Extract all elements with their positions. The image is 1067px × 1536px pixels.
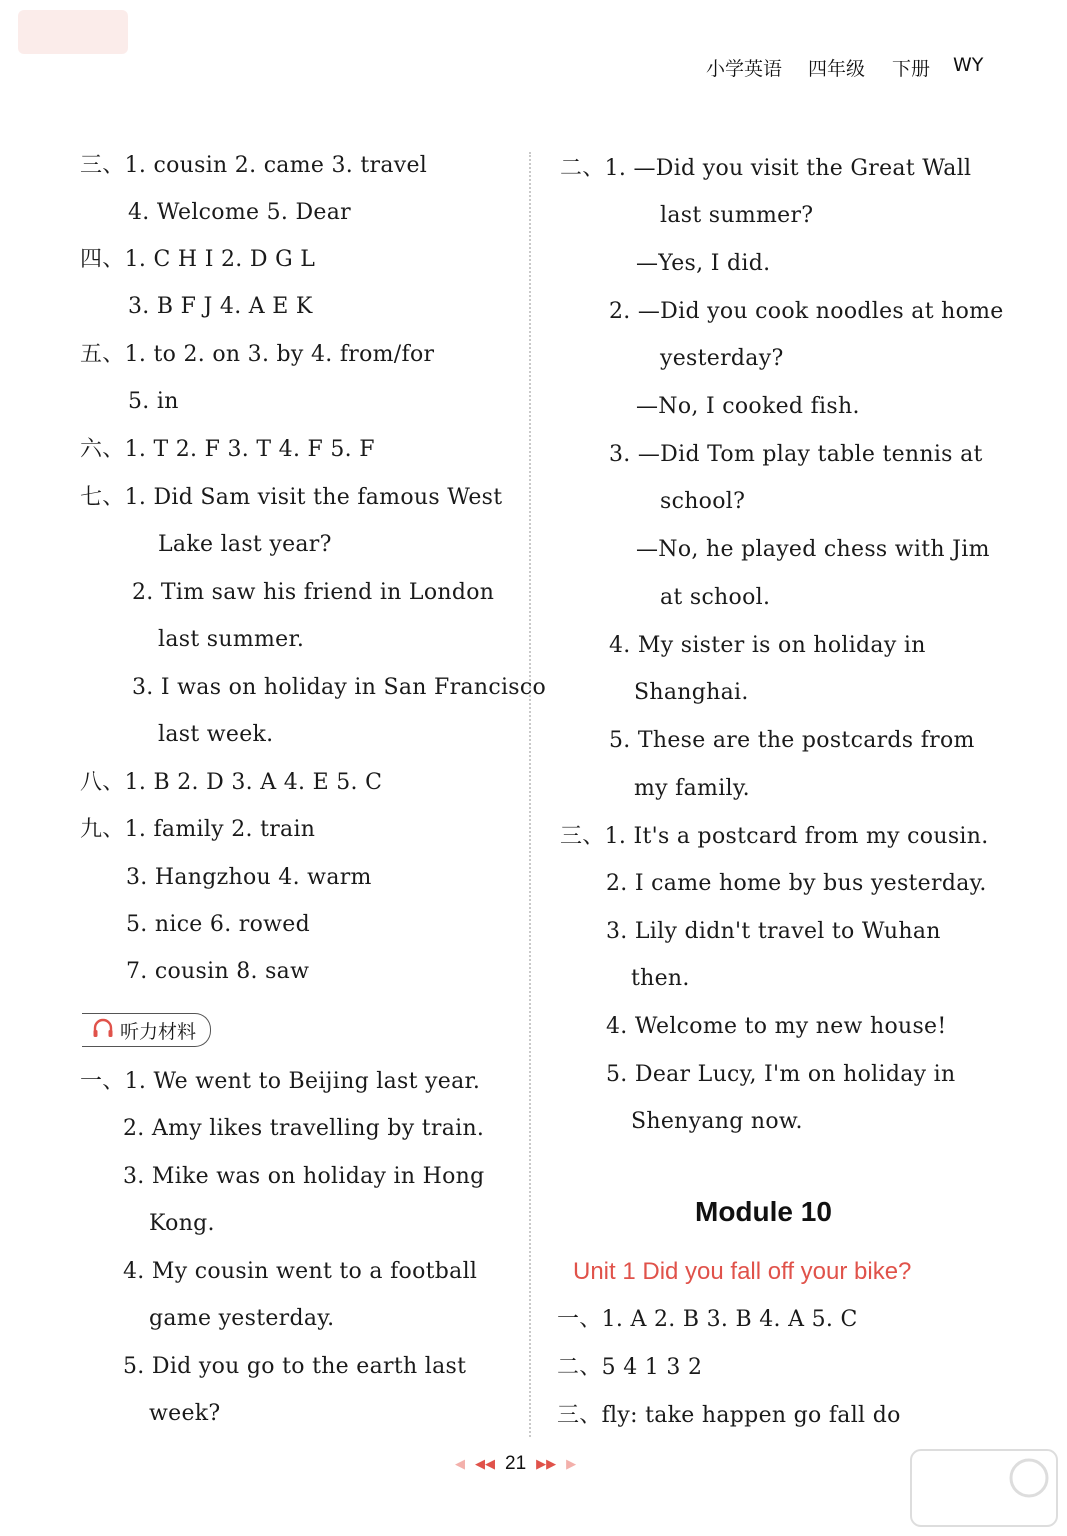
answer-line: 七、1. Did Sam visit the famous West: [80, 485, 503, 510]
answer-line: 5. nice 6. rowed: [126, 912, 311, 937]
script-line: Kong.: [149, 1211, 215, 1236]
next-arrow-icon: ▶: [566, 1456, 577, 1472]
publisher-logo: [8, 2, 148, 72]
script-line: 4. My cousin went to a football: [123, 1259, 478, 1284]
answer-line: 六、1. T 2. F 3. T 4. F 5. F: [80, 437, 375, 462]
page-footer: [455, 1453, 576, 1475]
answer-line: 5. in: [128, 389, 179, 414]
script-line: 4. Welcome to my new house!: [606, 1014, 947, 1039]
script-line: Shenyang now.: [631, 1109, 803, 1134]
answer-line: 7. cousin 8. saw: [126, 959, 310, 984]
answer-line: 3. I was on holiday in San Francisco: [132, 675, 547, 700]
script-line: 2. —Did you cook noodles at home: [609, 299, 1004, 324]
script-line: 二、1. —Did you visit the Great Wall: [560, 156, 972, 181]
script-line: 一、1. We went to Beijing last year.: [80, 1069, 481, 1094]
answer-line: 3. Hangzhou 4. warm: [126, 865, 372, 890]
answer-line: 三、1. cousin 2. came 3. travel: [80, 153, 428, 178]
answer-line: 九、1. family 2. train: [80, 817, 316, 842]
script-line: 2. I came home by bus yesterday.: [606, 871, 987, 896]
script-line: 3. —Did Tom play table tennis at: [609, 442, 983, 467]
answer-line: 三、fly: take happen go fall do: [557, 1403, 901, 1428]
answer-line: 四、1. C H I 2. D G L: [80, 247, 316, 272]
answer-line: 八、1. B 2. D 3. A 4. E 5. C: [80, 770, 383, 795]
answer-line: 4. Welcome 5. Dear: [128, 200, 351, 225]
unit-title: Unit 1 Did you fall off your bike?: [573, 1258, 912, 1285]
next-arrow-icon: ▶▶: [536, 1456, 557, 1472]
script-line: 3. Lily didn't travel to Wuhan: [606, 919, 941, 944]
header-edition: WY: [953, 54, 984, 76]
script-line: yesterday?: [660, 346, 784, 371]
module-title: Module 10: [695, 1196, 832, 1227]
script-line: —No, he played chess with Jim: [636, 537, 990, 562]
script-line: Shanghai.: [634, 680, 749, 705]
answer-line: 二、5 4 1 3 2: [557, 1355, 703, 1380]
headphones-icon: [92, 1018, 114, 1042]
script-line: my family.: [634, 776, 750, 801]
script-line: at school.: [660, 585, 771, 610]
prev-arrow-icon: ◀: [455, 1456, 465, 1472]
listening-materials-label: 听力材料: [120, 1020, 197, 1043]
answer-line: 五、1. to 2. on 3. by 4. from/for: [80, 342, 435, 367]
script-line: week?: [149, 1401, 221, 1426]
header-grade: 四年级: [808, 58, 866, 80]
script-line: 5. These are the postcards from: [609, 728, 975, 753]
header-volume: 下册: [892, 58, 931, 80]
column-divider: [529, 152, 531, 1437]
script-line: last summer?: [660, 203, 814, 228]
script-line: game yesterday.: [149, 1306, 335, 1331]
answer-line: 一、1. A 2. B 3. B 4. A 5. C: [557, 1307, 858, 1332]
header-subject: 小学英语: [706, 58, 783, 80]
answer-line: last summer.: [158, 627, 305, 652]
script-line: —Yes, I did.: [636, 251, 771, 276]
page-number: 21: [505, 1453, 527, 1474]
script-line: 2. Amy likes travelling by train.: [123, 1116, 485, 1141]
script-line: 5. Did you go to the earth last: [123, 1354, 467, 1379]
script-line: school?: [660, 489, 746, 514]
answer-line: 3. B F J 4. A E K: [128, 294, 313, 319]
watermark-logo: [909, 1448, 1059, 1532]
script-line: —No, I cooked fish.: [636, 394, 860, 419]
answer-line: 2. Tim saw his friend in London: [132, 580, 495, 605]
answer-line: Lake last year?: [158, 532, 332, 557]
script-line: 三、1. It's a postcard from my cousin.: [560, 824, 989, 849]
prev-arrow-icon: ◀◀: [475, 1456, 495, 1472]
listening-materials-tag: [82, 1013, 211, 1047]
script-line: 5. Dear Lucy, I'm on holiday in: [606, 1062, 956, 1087]
script-line: 3. Mike was on holiday in Hong: [123, 1164, 485, 1189]
answer-line: last week.: [158, 722, 274, 747]
script-line: then.: [631, 966, 690, 991]
script-line: 4. My sister is on holiday in: [609, 633, 926, 658]
